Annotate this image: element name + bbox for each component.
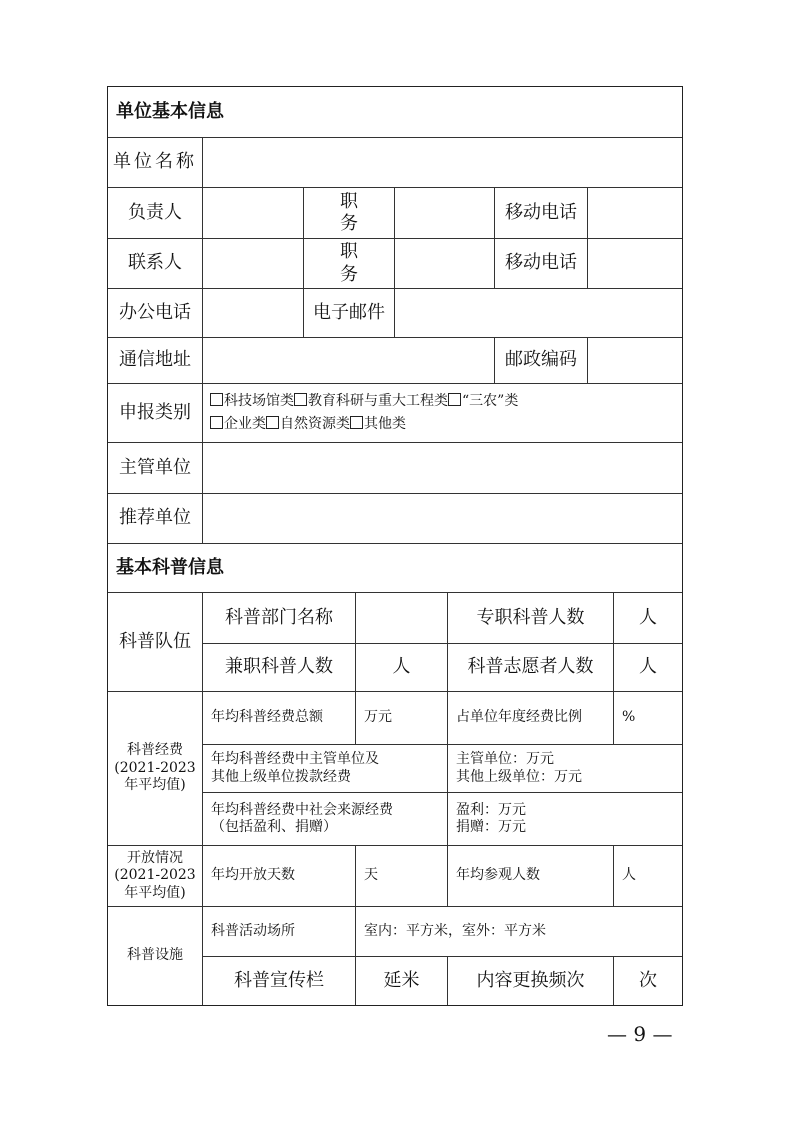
checkbox-agriculture[interactable] — [448, 393, 461, 406]
funding-gov-field[interactable] — [448, 745, 682, 793]
email-field[interactable] — [395, 289, 682, 338]
address-field[interactable] — [203, 338, 495, 384]
dept-name-label: 科普部门名称 — [203, 593, 356, 644]
volunteers-field[interactable]: 人 — [614, 644, 682, 692]
freq-field[interactable]: 次 — [639, 969, 657, 991]
application-form — [107, 86, 683, 1006]
funding-gov-line1: 年均科普经费中主管单位及 — [211, 751, 379, 767]
option-education-research: 教育科研与重大工程类 — [308, 393, 448, 409]
dept-name-field[interactable] — [356, 593, 448, 644]
funding-ratio-label: 占单位年度经费比例 — [448, 692, 614, 745]
unit-name-field[interactable] — [203, 138, 682, 188]
funding-total-field[interactable]: 万元 — [356, 692, 448, 745]
funding-social-line1: 年均科普经费中社会来源经费 — [211, 801, 393, 818]
email-label: 电子邮件 — [304, 289, 395, 338]
freq-label: 内容更换频次 — [448, 957, 614, 1005]
supervisor-label: 主管单位 — [108, 443, 203, 494]
supervisor-field[interactable] — [203, 443, 682, 494]
facilities-label: 科普设施 — [108, 907, 203, 1005]
checkbox-other[interactable] — [350, 416, 363, 429]
funding-label — [108, 692, 203, 846]
board-label: 科普宣传栏 — [203, 957, 356, 1005]
volunteers-label: 科普志愿者人数 — [448, 644, 614, 692]
option-agriculture: “三农”类 — [462, 393, 519, 409]
opening-avg: 年平均值) — [124, 884, 186, 901]
leader-position-field[interactable] — [395, 188, 495, 239]
opening-visitors-field[interactable]: 人 — [614, 846, 682, 907]
checkbox-tech-venue[interactable] — [210, 393, 223, 406]
contact-label: 联系人 — [108, 239, 203, 289]
team-label: 科普队伍 — [108, 593, 203, 692]
funding-avg: 年平均值) — [124, 777, 186, 794]
section-basic-science-info: 基本科普信息 — [108, 544, 682, 593]
option-other: 其他类 — [364, 415, 406, 432]
funding-gov-label — [203, 745, 448, 793]
funding-ratio-field[interactable]: % — [614, 692, 682, 745]
leader-label: 负责人 — [108, 188, 203, 239]
category-label: 申报类别 — [108, 384, 203, 443]
funding-social-line2: （包括盈利、捐赠） — [211, 819, 337, 835]
funding-social-field[interactable] — [448, 793, 682, 846]
office-phone-label: 办公电话 — [108, 289, 203, 338]
checkbox-enterprise[interactable] — [210, 416, 223, 429]
leader-mobile-label: 移动电话 — [495, 188, 588, 239]
funding-total-label: 年均科普经费总额 — [203, 692, 356, 745]
funding-gov-other: 其他上级单位：万元 — [456, 768, 582, 785]
contact-field[interactable] — [203, 239, 304, 289]
option-tech-venue: 科技场馆类 — [224, 393, 294, 409]
checkbox-natural-resources[interactable] — [266, 416, 279, 429]
recommender-field[interactable] — [203, 494, 682, 544]
funding-gov-line2: 其他上级单位拨款经费 — [211, 768, 351, 785]
contact-position-field[interactable] — [395, 239, 495, 289]
funding-profit: 盈利：万元 — [456, 801, 526, 818]
leader-position-label: 职 务 — [304, 188, 395, 239]
board-length-field[interactable]: 延米 — [356, 957, 448, 1005]
checkbox-education-research[interactable] — [294, 393, 307, 406]
parttime-label: 兼职科普人数 — [203, 644, 356, 692]
opening-title: 开放情况 — [127, 849, 183, 866]
venue-area-field[interactable]: 室内：平方米，室外：平方米 — [356, 907, 682, 957]
leader-field[interactable] — [203, 188, 304, 239]
address-label: 通信地址 — [108, 338, 203, 384]
postcode-field[interactable] — [588, 338, 682, 384]
funding-period: (2021-2023 — [114, 759, 196, 776]
parttime-field[interactable]: 人 — [356, 644, 448, 692]
opening-label — [108, 846, 203, 907]
category-line-1 — [210, 393, 518, 411]
opening-period: (2021-2023 — [114, 867, 196, 884]
funding-donation: 捐赠：万元 — [456, 819, 526, 835]
fulltime-label: 专职科普人数 — [448, 593, 614, 644]
contact-mobile-field[interactable] — [588, 239, 682, 289]
recommender-label: 推荐单位 — [108, 494, 203, 544]
section-basic-unit-info: 单位基本信息 — [108, 87, 682, 138]
contact-mobile-label: 移动电话 — [495, 239, 588, 289]
category-line-2 — [210, 416, 406, 434]
opening-days-field[interactable]: 天 — [356, 846, 448, 907]
venue-label: 科普活动场所 — [203, 907, 356, 957]
category-options — [203, 384, 682, 443]
postcode-label: 邮政编码 — [495, 338, 588, 384]
office-phone-field[interactable] — [203, 289, 304, 338]
leader-mobile-field[interactable] — [588, 188, 682, 239]
opening-days-label: 年均开放天数 — [203, 846, 356, 907]
contact-position-label: 职 务 — [304, 239, 395, 289]
funding-title: 科普经费 — [127, 742, 183, 759]
opening-visitors-label: 年均参观人数 — [448, 846, 614, 907]
funding-gov-supervisor: 主管单位：万元 — [456, 751, 554, 767]
unit-name-label: 单位名称 — [108, 138, 203, 188]
funding-social-label — [203, 793, 448, 846]
fulltime-field[interactable]: 人 — [614, 593, 682, 644]
option-enterprise: 企业类 — [224, 415, 266, 432]
page-number: — 9 — — [607, 1022, 673, 1046]
option-natural-resources: 自然资源类 — [280, 415, 350, 432]
